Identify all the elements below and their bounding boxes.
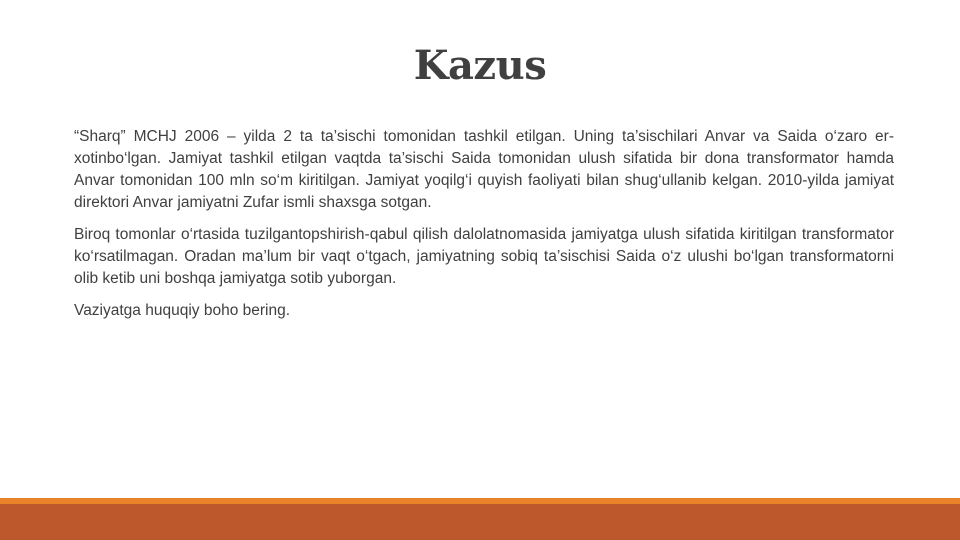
body-paragraph-1: “Sharq” MCHJ 2006 – yilda 2 ta ta’sischi tomonidan tashkil etilgan. Uning ta’sischilari Anvar va Saida o‘zaro er-xotinbo‘lgan. Jamiyat tashkil etilgan vaqtda ta’sischi Saida tomonidan ulush sifatida bir dona transformator hamda Anvar tomonidan 100 mln so‘m kiritilgan. Jamiyat yoqilg‘i quyish faoliyati bilan shug‘ullanib kelgan. 2010-yilda jamiyat direktori Anvar jamiyatni Zufar ismli shaxsga sotgan. — [74, 128, 894, 211]
slide-body — [74, 126, 894, 332]
body-paragraph-3: Vaziyatga huquqiy boho bering. — [74, 302, 291, 319]
body-paragraph-2: Biroq tomonlar o‘rtasida tuzilgantopshirish-qabul qilish dalolatnomasida jamiyatga ulush sifatida kiritilgan transformator ko‘rsatilmagan. Oradan ma’lum bir vaqt o‘tgach, jamiyatning sobiq ta’sischisi Saida o‘z ulushi bo‘lgan transformatorni olib ketib uni boshqa jamiyatga sotib yuborgan. — [74, 226, 894, 287]
slide-title: Kazus — [413, 42, 547, 89]
footer-band — [0, 504, 960, 540]
